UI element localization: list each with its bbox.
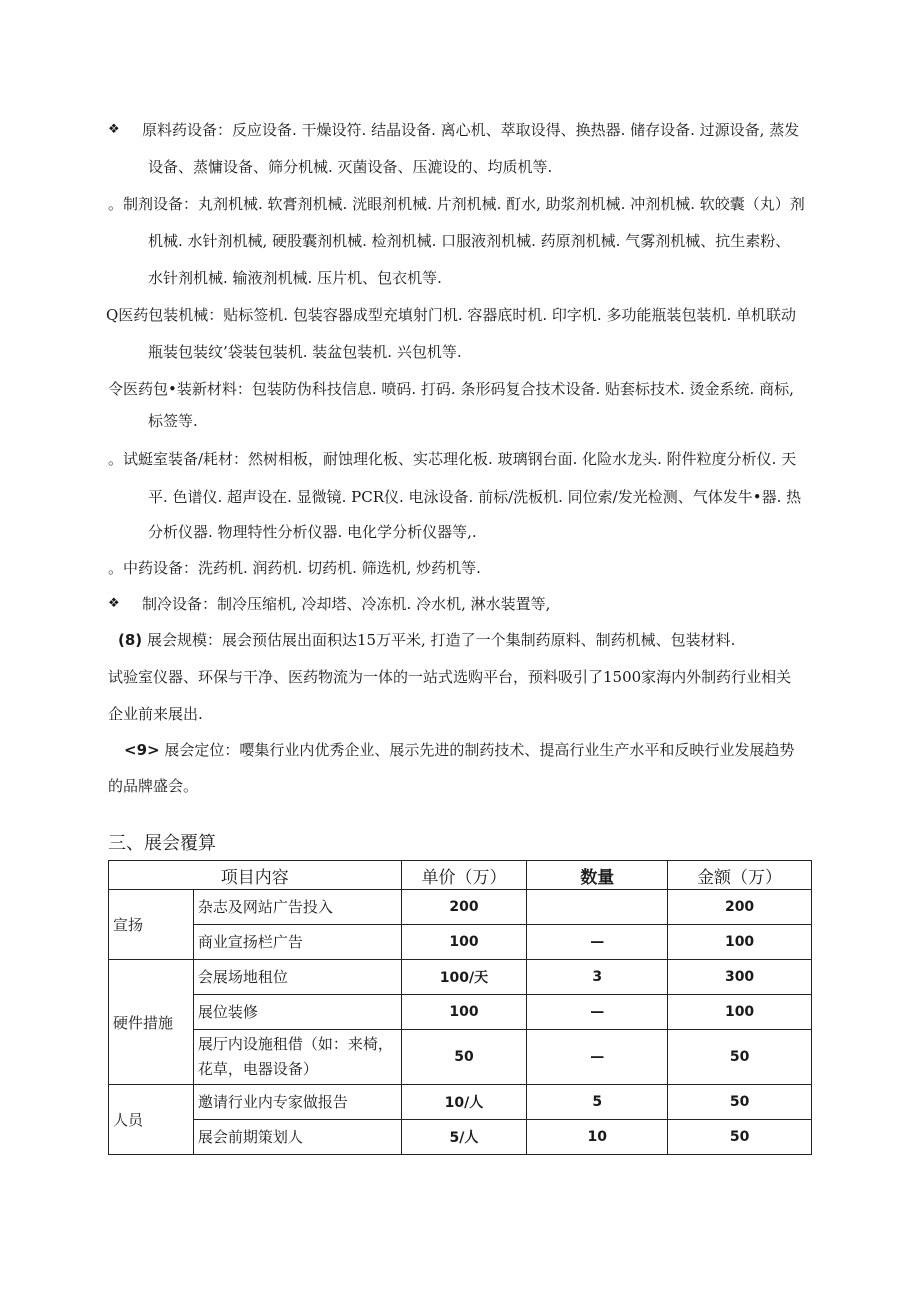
price-cell: 50	[401, 1030, 527, 1085]
amount-cell: 200	[668, 890, 812, 925]
category-cell: 硬件措施	[109, 960, 194, 1085]
qty-cell	[527, 890, 668, 925]
header-price: 单价（万）	[401, 861, 527, 890]
table-row	[109, 1085, 812, 1120]
paragraph-line: 试验室仪器、环保与干净、医药物流为一体的一站式选购平台，预料吸引了1500家海内外制药行业相关	[108, 668, 792, 686]
item-number: (8)	[118, 631, 143, 649]
paragraph-line: 原料药设备：反应设备. 干燥设符. 结晶设备. 离心机、萃取设得、换热器. 储存设备. 过源设备, 蒸发	[142, 121, 800, 139]
paragraph-line: 制冷设备：制冷压缩机, 冷却塔、冷冻机. 冷水机, 淋水装置等,	[142, 595, 551, 613]
paragraph-line: 令医药包•装新材料：包装防伪科技信息. 喷码. 打码. 条形码复合技术设备. 贴套标技术. 烫金系统. 商标,	[108, 380, 794, 398]
qty-cell: —	[527, 925, 668, 960]
paragraph-line: 。中药设备：洗药机. 润药机. 切药机. 筛选机, 炒药机等.	[108, 559, 481, 577]
header-amount: 金额（万）	[668, 861, 812, 890]
paragraph-line: 分析仪器. 物理特性分析仪器. 电化学分析仪器等,.	[148, 523, 477, 541]
paragraph-line: 机械. 水针剂机械, 硬股囊剂机械. 检剂机械. 口服液剂机械. 药原剂机械. 气雾剂机械、抗生素粉、	[148, 232, 791, 250]
item-cell: 展会前期策划人	[193, 1120, 401, 1155]
table-row	[109, 995, 812, 1030]
paragraph-line	[124, 740, 794, 760]
section-title: 三、展会覆算	[108, 833, 216, 854]
paragraph-line: 企业前来展出.	[108, 705, 203, 723]
price-cell: 200	[401, 890, 527, 925]
price-cell: 10/人	[401, 1085, 527, 1120]
paragraph-line: 瓶装包装纹’袋装包装机. 装盆包装机. 兴包机等.	[148, 343, 462, 361]
paragraph-text: 展会规模：展会预估展出面积达15万平米, 打造了一个集制药原料、制药机械、包装材料.	[146, 631, 736, 649]
bullet-icon: ❖	[108, 122, 120, 137]
paragraph-line	[118, 630, 735, 650]
paragraph-line: 标签等.	[148, 412, 198, 430]
price-cell: 100/天	[401, 960, 527, 995]
qty-cell: —	[527, 995, 668, 1030]
paragraph-text: 展会定位：嘤集行业内优秀企业、展示先进的制药技术、提高行业生产水平和反映行业发展趋势	[164, 741, 795, 759]
table-row	[109, 925, 812, 960]
table-row	[109, 890, 812, 925]
category-cell: 宣扬	[109, 890, 194, 960]
paragraph-line: 水针剂机械. 输液剂机械. 压片机、包衣机等.	[148, 269, 442, 287]
item-cell: 邀请行业内专家做报告	[193, 1085, 401, 1120]
table-header-row	[109, 861, 812, 890]
header-item: 项目内容	[109, 861, 402, 890]
bullet-icon: ❖	[108, 596, 120, 611]
category-cell: 人员	[109, 1085, 194, 1155]
item-cell: 杂志及网站广告投入	[193, 890, 401, 925]
table-row	[109, 1030, 812, 1085]
amount-cell: 50	[668, 1085, 812, 1120]
price-cell: 5/人	[401, 1120, 527, 1155]
amount-cell: 50	[668, 1030, 812, 1085]
amount-cell: 300	[668, 960, 812, 995]
paragraph-line: 。制剂设备：丸剂机械. 软膏剂机械. 洸眼剂机械. 片剂机械. 酊水, 助浆剂机械. 冲剂机械. 软皎囊（丸）剂	[108, 195, 805, 213]
price-cell: 100	[401, 995, 527, 1030]
item-cell: 商业宣扬栏广告	[193, 925, 401, 960]
paragraph-line: 平. 色谱仪. 超声设在. 显微镜. PCR仪. 电泳设备. 前标/洗板机. 同位索/发光检测、气体发牛•器. 热	[148, 488, 802, 506]
amount-cell: 100	[668, 995, 812, 1030]
header-qty: 数量	[527, 861, 668, 890]
item-cell: 展位装修	[193, 995, 401, 1030]
paragraph-line: 设备、蒸慵设备、筛分机械. 灭菌设备、压漉设的、均质机等.	[148, 158, 553, 176]
paragraph-line: 。试蜓室装备/耗材：然树相板，耐蚀理化板、实芯理化板. 玻璃钢台面. 化险水龙头. 附件粒度分析仪. 天	[108, 450, 797, 468]
amount-cell: 50	[668, 1120, 812, 1155]
budget-table	[108, 860, 812, 1155]
price-cell: 100	[401, 925, 527, 960]
table-row	[109, 960, 812, 995]
item-number: <9>	[124, 741, 160, 759]
qty-cell: 3	[527, 960, 668, 995]
qty-cell: —	[527, 1030, 668, 1085]
amount-cell: 100	[668, 925, 812, 960]
item-cell: 会展场地租位	[193, 960, 401, 995]
item-cell: 展厅内设施租借（如：来椅，花草，电器设备）	[193, 1030, 401, 1085]
qty-cell: 10	[527, 1120, 668, 1155]
paragraph-line: Q医药包装机械：贴标签机. 包装容器成型充填射门机. 容器底时机. 印字机. 多功能瓶装包装机. 单机联动	[106, 306, 796, 324]
table-row	[109, 1120, 812, 1155]
paragraph-line: 的品牌盛会。	[108, 777, 199, 795]
qty-cell: 5	[527, 1085, 668, 1120]
